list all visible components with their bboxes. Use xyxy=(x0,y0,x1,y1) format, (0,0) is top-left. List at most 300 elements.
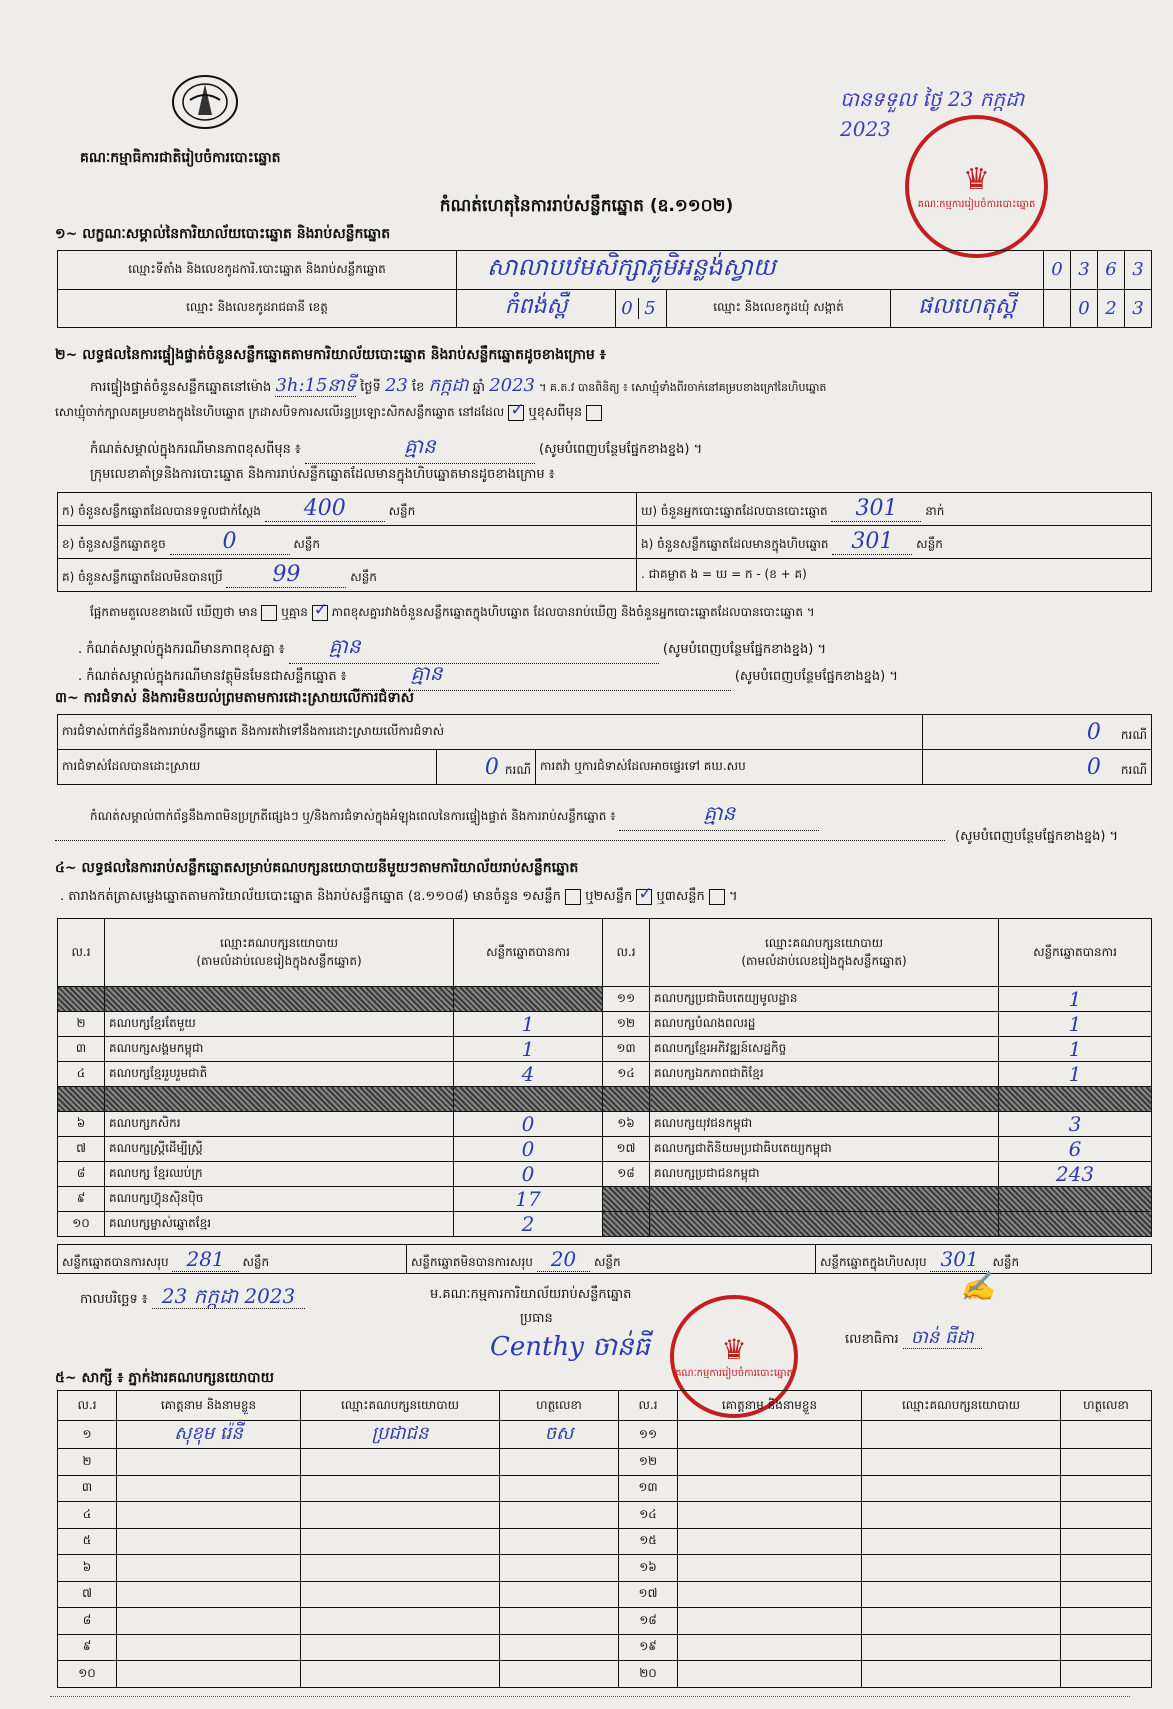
party-no: ៣ xyxy=(58,1037,105,1062)
witness-name xyxy=(117,1502,301,1529)
box-total-value: 301 xyxy=(930,1247,988,1272)
col-party-right xyxy=(650,919,999,987)
witness-party xyxy=(301,1581,500,1608)
commune-value: ផលហេតុស្ដី xyxy=(891,289,1044,328)
w-col-sign-right: ហត្ថលេខា xyxy=(1061,1391,1152,1421)
party-row xyxy=(58,1037,1152,1062)
witness-empty-cell xyxy=(678,1528,862,1555)
party-party: គណបក្សម្ចាស់ឆ្នោតខ្មែរ xyxy=(105,1212,454,1237)
party-party xyxy=(105,1087,454,1112)
province-value: កំពង់ស្ពឺ xyxy=(457,289,616,328)
party-no xyxy=(58,987,105,1012)
party-no: ៦ xyxy=(58,1112,105,1137)
witness-empty-cell xyxy=(678,1581,862,1608)
witness-row xyxy=(58,1634,1152,1661)
received-value: 400 xyxy=(265,496,385,522)
witness-no: ៤ xyxy=(58,1502,117,1529)
witness-no: ១០ xyxy=(58,1661,117,1688)
section4-heading: ៤~ លទ្ធផលនៃការរាប់សន្លឹកឆ្នោតសម្រាប់គណបក្សនយោបាយនីមួយៗតាមការិយាល័យរាប់សន្លឹកឆ្នោត xyxy=(55,860,579,876)
verify-year: 2023 xyxy=(489,375,535,396)
witness-row xyxy=(58,1449,1152,1476)
w-col-party-right: ឈ្មោះគណបក្សនយោបាយ xyxy=(862,1391,1061,1421)
witness-name xyxy=(117,1528,301,1555)
witness-no: ២០ xyxy=(619,1661,678,1688)
section3-heading: ៣~ ការជំទាស់ និងការមិនយល់ព្រមតាមការដោះស្រាយលើការជំទាស់ xyxy=(55,690,414,706)
witness-empty-cell xyxy=(678,1661,862,1688)
voters-row xyxy=(637,493,1152,526)
party-row xyxy=(58,1187,1152,1212)
unit: ករណី xyxy=(504,762,531,777)
official-seal-bottom: ♛ គណៈកម្មការរៀបចំការបោះឆ្នោត xyxy=(670,1295,798,1418)
party-row xyxy=(58,1087,1152,1112)
chair-signature: Centhy ចាន់ធី xyxy=(490,1332,650,1362)
party-party: គណបក្សខ្មែរអភិវឌ្ឍន៍សេដ្ឋកិច្ច xyxy=(650,1037,999,1062)
w-col-no: ល.រ xyxy=(58,1391,117,1421)
irregularity-hint: (សូមបំពេញបន្ថែមផ្នែកខាងខ្នង) ។ xyxy=(955,829,1119,844)
witness-party xyxy=(301,1661,500,1688)
witness-table xyxy=(57,1390,1152,1688)
unit: សន្លឹក xyxy=(388,504,416,518)
party-party: គណបក្សប្រជាជនកម្ពុជា xyxy=(650,1162,999,1187)
col-party-label: ឈ្មោះគណបក្សនយោបាយ xyxy=(219,935,339,950)
witness-party xyxy=(301,1475,500,1502)
witness-empty-cell xyxy=(678,1421,862,1449)
unresolved-label: ការតវ៉ា ឬការជំទាស់ដែលអាចផ្ទេរទៅ គឃ.សប xyxy=(540,759,746,773)
nec-logo-icon xyxy=(170,70,240,130)
witness-no: ៩ xyxy=(58,1634,117,1661)
party-party xyxy=(650,1212,999,1237)
official-seal-top: ♛ គណៈកម្មការរៀបចំការបោះឆ្នោត xyxy=(905,115,1048,258)
receipt-note: បានទទួល ថ្ងៃ 23 កក្កដា 2023 xyxy=(840,87,1025,141)
witness-row xyxy=(58,1475,1152,1502)
witness-name xyxy=(117,1661,301,1688)
witness-row xyxy=(58,1421,1152,1449)
same-checkbox[interactable] xyxy=(508,405,524,421)
note2-label: . កំណត់សម្គាល់ក្នុងករណីមានភាពខុសគ្នា ៖ xyxy=(78,642,285,657)
party-party: គណបក្សខ្មែរតែមួយ xyxy=(105,1012,454,1037)
witness-sign xyxy=(500,1581,619,1608)
commune-label: ឈ្មោះ និងលេខកូដឃុំ សង្កាត់ xyxy=(667,289,891,328)
verify-year-label: ឆ្នាំ xyxy=(472,380,486,395)
note3-value: គ្មាន xyxy=(351,660,731,691)
unit: សន្លឹក xyxy=(350,570,377,584)
witness-sign xyxy=(500,1528,619,1555)
party-party xyxy=(105,987,454,1012)
resolved-row xyxy=(58,750,437,785)
party-row xyxy=(58,1212,1152,1237)
unit: សន្លឹក xyxy=(293,537,321,551)
note-line xyxy=(90,433,1143,464)
witness-sign xyxy=(500,1475,619,1502)
witness-empty-cell xyxy=(1061,1581,1152,1608)
witness-party xyxy=(301,1528,500,1555)
irregularity-label: កំណត់សម្គាល់ពាក់ព័ន្ធនឹងភាពមិនប្រក្រតីផ្សេងៗ ឬ/និងការជំទាស់ក្នុងអំឡុងពេលនៃការផ្ទៀងផ្ទាត់ និងការរាប់សន្លឹកឆ្នោត ៖ xyxy=(90,809,616,823)
witness-no: ១១ xyxy=(619,1421,678,1449)
note3-label: . កំណត់សម្គាល់ក្នុងករណីមានវត្ថុមិនមែនជាសន្លឹកឆ្នោត ៖ xyxy=(78,669,347,684)
witness-empty-cell xyxy=(1061,1555,1152,1582)
spoiled-value: 0 xyxy=(170,529,290,555)
party-party: គណបក្សជាតិនិយមប្រជាធិបតេយ្យកម្ពុជា xyxy=(650,1137,999,1162)
unused-value: 99 xyxy=(226,562,346,588)
page-title: កំណត់ហេតុនៃការរាប់សន្លឹកឆ្នោត (ឧ.១១០២) xyxy=(439,196,734,216)
witness-sign xyxy=(500,1661,619,1688)
party-votes: 6 xyxy=(999,1137,1152,1162)
date-value: 23 កក្កដា 2023 xyxy=(152,1284,306,1309)
unit: សន្លឹក xyxy=(992,1254,1020,1269)
spoiled-label: ខ) ចំនួនសន្លឹកឆ្នោតខូច xyxy=(62,537,166,551)
witness-row xyxy=(58,1608,1152,1635)
witness-empty-cell xyxy=(862,1634,1061,1661)
witness-empty-cell xyxy=(862,1555,1061,1582)
verify-line-1 xyxy=(90,373,1143,400)
party-no: ១៤ xyxy=(603,1062,650,1087)
witness-empty-cell xyxy=(862,1608,1061,1635)
col-party xyxy=(105,919,454,987)
w-col-no-right: ល.រ xyxy=(619,1391,678,1421)
chair-label: ប្រធាន xyxy=(520,1311,553,1326)
verify-time: 3h:15នាទី xyxy=(275,375,357,396)
witness-empty-cell xyxy=(678,1475,862,1502)
witness-no: ១៩ xyxy=(619,1634,678,1661)
witness-sign xyxy=(500,1608,619,1635)
party-row xyxy=(58,1112,1152,1137)
two-sheets-label: ឬ២សន្លឹក xyxy=(585,889,633,904)
party-no xyxy=(58,1087,105,1112)
in-box-row xyxy=(637,526,1152,559)
witness-no: ១ xyxy=(58,1421,117,1449)
unit: សន្លឹក xyxy=(916,537,943,551)
witness-empty-cell xyxy=(1061,1449,1152,1476)
resolved-count xyxy=(437,750,536,785)
note2-value: គ្មាន xyxy=(289,633,659,664)
difference-desc: ភាពខុសគ្នារវាងចំនួនសន្លឹកឆ្នោតក្នុងហិបឆ្នោត ដែលបានរាប់ឃើញ និងចំនួនអ្នកបោះឆ្នោតដែលបានបោះឆ្នោត ។ xyxy=(331,605,815,619)
invalid-total-value: 20 xyxy=(537,1247,590,1272)
office-code-0: 0 xyxy=(1044,251,1071,290)
committee-name: គណៈកម្មាធិការជាតិរៀបចំការបោះឆ្នោត xyxy=(80,150,281,166)
witness-row xyxy=(58,1661,1152,1688)
party-party: គណបក្សកសិករ xyxy=(105,1112,454,1137)
witness-empty-cell xyxy=(1061,1421,1152,1449)
witness-row xyxy=(58,1528,1152,1555)
difference-yes-checkbox[interactable] xyxy=(261,605,277,621)
note2-hint: (សូមបំពេញបន្ថែមផ្នែកខាងខ្នង) ។ xyxy=(662,642,827,657)
secretary-signature-icon: ✍ xyxy=(960,1270,995,1303)
note3-line xyxy=(78,660,1143,691)
party-party: គណបក្សបំណងពលរដ្ឋ xyxy=(650,1012,999,1037)
party-votes xyxy=(999,1087,1152,1112)
party-votes xyxy=(999,1187,1152,1212)
objection-value: 0 xyxy=(1086,719,1101,745)
witness-name: សុខុម រ៉េនី xyxy=(117,1421,301,1449)
objection-table xyxy=(57,714,1152,785)
witness-party xyxy=(301,1449,500,1476)
party-row xyxy=(58,1062,1152,1087)
different-label: ឬខុសពីមុន xyxy=(528,405,583,420)
party-votes: 1 xyxy=(454,1037,603,1062)
witness-empty-cell xyxy=(678,1608,862,1635)
province-label: ឈ្មោះ និងលេខកូដរាជធានី ខេត្ត xyxy=(58,289,457,328)
witness-no: ១២ xyxy=(619,1449,678,1476)
party-no: ១៣ xyxy=(603,1037,650,1062)
party-party: គណបក្សយុវជនកម្ពុជា xyxy=(650,1112,999,1137)
note-value: គ្មាន xyxy=(305,433,535,464)
witness-sign xyxy=(500,1555,619,1582)
commune-code-1: 2 xyxy=(1098,289,1125,328)
party-no: ១៦ xyxy=(603,1112,650,1137)
witness-name xyxy=(117,1608,301,1635)
witness-row xyxy=(58,1555,1152,1582)
party-party: គណបក្សខ្មែររួបរួមជាតិ xyxy=(105,1062,454,1087)
w-col-party: ឈ្មោះគណបក្សនយោបាយ xyxy=(301,1391,500,1421)
unresolved-row xyxy=(536,750,923,785)
two-sheets-checkbox[interactable] xyxy=(636,889,652,905)
witness-sign xyxy=(500,1449,619,1476)
date-label: កាលបរិច្ឆេទ ៖ xyxy=(80,1292,148,1307)
party-party xyxy=(650,1087,999,1112)
tally-sheet-line: . តារាងកត់ត្រាសម្លេងឆ្នោតតាមការិយាល័យបោះឆ្នោត និងរាប់សន្លឹកឆ្នោត (ឧ.១១០៨) មានចំនួន ១សន្លឹក ឬ២សន្លឹក ✓ ឬ៣សន្លឹក ។ xyxy=(60,888,1143,907)
party-results-table xyxy=(57,918,1152,1237)
party-row xyxy=(58,1012,1152,1037)
witness-no: ៦ xyxy=(58,1555,117,1582)
verify-month-label: ខែ xyxy=(411,380,425,395)
office-value: សាលាបឋមសិក្សាភូមិអន្លង់ស្វាយ xyxy=(457,251,1044,290)
unused-label: គ) ចំនួនសន្លឹកឆ្នោតដែលមិនបានប្រើ xyxy=(62,570,223,584)
province-code-1: 5 xyxy=(644,297,656,319)
section1-heading: ១~ លក្ខណៈសម្គាល់នៃការិយាល័យបោះឆ្នោត និងរាប់សន្លឹកឆ្នោត xyxy=(55,226,391,242)
witness-sign xyxy=(500,1634,619,1661)
in-box-label: ង) ចំនួនសន្លឹកឆ្នោតដែលមានក្នុងហិបឆ្នោត xyxy=(641,537,829,551)
party-no: ១៧ xyxy=(603,1137,650,1162)
unused-row xyxy=(58,559,637,592)
witness-no: ១៣ xyxy=(619,1475,678,1502)
w-col-name: គោត្តនាម និងនាមខ្លួន xyxy=(117,1391,301,1421)
witness-empty-cell xyxy=(678,1502,862,1529)
verify-line-1-tail: ។ គ.ត.វ ​បានពិនិត្យ ៖ សោឃ្មុំទាំងពីរចាក់នៅគម្របខាងក្រៅនៃហិបឆ្នោត xyxy=(539,381,827,394)
col-party-label: ឈ្មោះគណបក្សនយោបាយ xyxy=(764,935,884,950)
office-code-1: 3 xyxy=(1071,251,1098,290)
objection-label: ការជំទាស់ពាក់ព័ន្ធនឹងការរាប់សន្លឹកឆ្នោត និងការតវ៉ាទៅនឹងការដោះស្រាយលើការជំទាស់ xyxy=(62,724,445,738)
section5-heading: ៥~ សាក្សី ៖ ភ្នាក់ងារគណបក្សនយោបាយ xyxy=(55,1370,274,1386)
witness-no: ១៦ xyxy=(619,1555,678,1582)
resolved-value: 0 xyxy=(484,754,499,780)
verify-line-2 xyxy=(55,404,1143,423)
witness-empty-cell xyxy=(678,1555,862,1582)
witness-no: ៧ xyxy=(58,1581,117,1608)
witness-sign: ចស xyxy=(500,1421,619,1449)
unit: សន្លឹក xyxy=(242,1254,270,1269)
party-votes: 0 xyxy=(454,1137,603,1162)
party-votes: 1 xyxy=(999,987,1152,1012)
secretary-label: លេខាធិការ xyxy=(845,1332,899,1347)
witness-no: ១៥ xyxy=(619,1528,678,1555)
verify-month: កក្កដា xyxy=(428,375,469,396)
spoiled-row xyxy=(58,526,637,559)
valid-total xyxy=(58,1245,407,1274)
resolved-label: ការជំទាស់ដែលបានដោះស្រាយ xyxy=(62,759,201,773)
witness-empty-cell xyxy=(678,1449,862,1476)
unit: ករណី xyxy=(1120,727,1147,742)
w-col-name-right: គោត្តនាម និងនាមខ្លួន xyxy=(678,1391,862,1421)
party-party: គណបក្សប្រជាធិបតេយ្យមូលដ្ឋាន xyxy=(650,987,999,1012)
different-checkbox[interactable] xyxy=(586,405,602,421)
witness-row xyxy=(58,1502,1152,1529)
party-row xyxy=(58,987,1152,1012)
witness-empty-cell xyxy=(1061,1634,1152,1661)
province-code xyxy=(616,289,667,328)
col-party-sub: (តាមលំដាប់លេខរៀងក្នុងសន្លឹកឆ្នោត) xyxy=(741,953,907,968)
party-no xyxy=(603,1087,650,1112)
witness-name xyxy=(117,1634,301,1661)
party-votes xyxy=(999,1212,1152,1237)
witness-party: ប្រជាជន xyxy=(301,1421,500,1449)
three-sheets-label: ឬ៣សន្លឹក xyxy=(656,889,705,904)
witness-party xyxy=(301,1634,500,1661)
witness-empty-cell xyxy=(1061,1661,1152,1688)
voters-label: ឃ) ចំនួនអ្នកបោះឆ្នោតដែលបានបោះឆ្នោត xyxy=(641,504,828,518)
party-votes: 0 xyxy=(454,1162,603,1187)
party-no xyxy=(603,1212,650,1237)
party-no: ៩ xyxy=(58,1187,105,1212)
date-line xyxy=(80,1283,305,1313)
party-votes: 17 xyxy=(454,1187,603,1212)
witness-no: ៨ xyxy=(58,1608,117,1635)
col-party-sub: (តាមលំដាប់លេខរៀងក្នុងសន្លឹកឆ្នោត) xyxy=(196,953,362,968)
witness-empty-cell xyxy=(862,1421,1061,1449)
verify-line-2-text: សោឃ្មុំចាក់ក្បាលគម្របខាងក្នុងនៃហិបឆ្នោត ក្រដាសបិទការសលើរន្ធប្រឡោះសិកសន្លឹកឆ្នោត នៅដដែល xyxy=(55,405,505,419)
party-votes: 1 xyxy=(454,1012,603,1037)
party-no: ៧ xyxy=(58,1137,105,1162)
witness-no: ៣ xyxy=(58,1475,117,1502)
witness-no: ១៤ xyxy=(619,1502,678,1529)
col-no: ល.រ xyxy=(58,919,105,987)
tally-sheet-label: . តារាងកត់ត្រាសម្លេងឆ្នោតតាមការិយាល័យបោះឆ្នោត និងរាប់សន្លឹកឆ្នោត (ឧ.១១០៨) មានចំនួន ១សន្លឹក xyxy=(60,889,561,904)
secretary-line xyxy=(845,1325,982,1352)
witness-empty-cell xyxy=(862,1528,1061,1555)
section1-table xyxy=(57,250,1152,328)
note-label: កំណត់សម្គាល់ក្នុងករណីមានភាពខុសពីមុន ៖ xyxy=(90,442,301,457)
party-votes: 1 xyxy=(999,1062,1152,1087)
unresolved-count xyxy=(923,750,1152,785)
in-box-value: 301 xyxy=(832,529,912,555)
witness-no: ២ xyxy=(58,1449,117,1476)
witness-party xyxy=(301,1608,500,1635)
voters-value: 301 xyxy=(831,496,921,522)
secretary-value: ចាន់ ធីដា xyxy=(903,1327,982,1349)
party-party: គណបក្សសង្គមកម្ពុជា xyxy=(105,1037,454,1062)
difference-no-checkbox[interactable] xyxy=(312,605,328,621)
received-row xyxy=(58,493,637,526)
box-total-label: សន្លឹកឆ្នោតក្នុងហិបសរុប xyxy=(820,1254,927,1269)
office-label: ឈ្មោះទីតាំង និងលេខកូដការិ.បោះឆ្នោត និងរាប់សន្លឹកឆ្នោត xyxy=(58,251,457,290)
office-code-2: 6 xyxy=(1098,251,1125,290)
difference-has-label: ផ្អែកតាមតួលេខខាងលើ ឃើញថា មាន xyxy=(90,605,258,619)
party-votes: 3 xyxy=(999,1112,1152,1137)
verify-day: 23 xyxy=(384,375,408,396)
party-no: ១២ xyxy=(603,1012,650,1037)
witness-empty-cell xyxy=(1061,1502,1152,1529)
party-party: គណបក្ស ខ្មែរឈប់ក្រ xyxy=(105,1162,454,1187)
witness-party xyxy=(301,1555,500,1582)
verify-day-label: ថ្ងៃទី xyxy=(360,380,381,395)
commune-code-0: 0 xyxy=(1071,289,1098,328)
party-no: ១៨ xyxy=(603,1162,650,1187)
three-sheets-checkbox[interactable] xyxy=(709,889,725,905)
valid-total-label: សន្លឹកឆ្នោតបានការសរុប xyxy=(62,1254,169,1269)
w-col-sign: ហត្ថលេខា xyxy=(500,1391,619,1421)
invalid-total xyxy=(407,1245,816,1274)
party-votes: 1 xyxy=(999,1012,1152,1037)
witness-party xyxy=(301,1502,500,1529)
witness-empty-cell xyxy=(678,1634,862,1661)
note-hint: (សូមបំពេញបន្ថែមផ្នែកខាងខ្នង) ។ xyxy=(539,442,703,457)
party-party: គណបក្សឯកភាពជាតិខ្មែរ xyxy=(650,1062,999,1087)
party-party xyxy=(650,1187,999,1212)
unit: នាក់ xyxy=(925,504,945,518)
irregularity-value: គ្មាន xyxy=(619,800,819,831)
party-row xyxy=(58,1137,1152,1162)
party-no: ១១ xyxy=(603,987,650,1012)
province-code-0: 0 xyxy=(616,298,639,319)
party-no: ២ xyxy=(58,1012,105,1037)
witness-name xyxy=(117,1449,301,1476)
party-no: ១០ xyxy=(58,1212,105,1237)
witness-empty-cell xyxy=(862,1581,1061,1608)
witness-row xyxy=(58,1581,1152,1608)
unresolved-value: 0 xyxy=(1086,754,1101,780)
commune-code-2: 3 xyxy=(1125,289,1152,328)
party-votes: 0 xyxy=(454,1112,603,1137)
party-votes: 1 xyxy=(999,1037,1152,1062)
committee-sign-label: ម.គណៈកម្មការការិយាល័យរាប់សន្លឹកឆ្នោត xyxy=(430,1287,632,1302)
ballot-summary-table xyxy=(57,492,1152,592)
party-votes: 4 xyxy=(454,1062,603,1087)
unit: ករណី xyxy=(1120,762,1147,777)
summary-intro: ក្រុមលេខាគាំទ្រនិងការបោះឆ្នោត និងការរាប់សន្លឹកឆ្នោតដែលមានក្នុងហិបឆ្នោតមានដូចខាងក្រោម ៖ xyxy=(90,467,555,482)
witness-sign xyxy=(500,1502,619,1529)
witness-no: ១៨ xyxy=(619,1608,678,1635)
witness-empty-cell xyxy=(862,1502,1061,1529)
party-votes xyxy=(454,1087,603,1112)
witness-empty-cell xyxy=(862,1475,1061,1502)
witness-empty-cell xyxy=(862,1661,1061,1688)
col-no-right: ល.រ xyxy=(603,919,650,987)
witness-empty-cell xyxy=(862,1449,1061,1476)
difference-line xyxy=(90,604,1143,622)
objection-row xyxy=(58,715,923,750)
party-row xyxy=(58,1162,1152,1187)
irregularity-note xyxy=(90,800,1143,831)
witness-no: ១៧ xyxy=(619,1581,678,1608)
party-no: ៤ xyxy=(58,1062,105,1087)
note3-hint: (សូមបំពេញបន្ថែមផ្នែកខាងខ្នង) ។ xyxy=(734,669,898,684)
party-votes: 243 xyxy=(999,1162,1152,1187)
witness-name xyxy=(117,1475,301,1502)
party-no: ៨ xyxy=(58,1162,105,1187)
witness-name xyxy=(117,1581,301,1608)
received-label: ក) ចំនួនសន្លឹកឆ្នោតដែលបានទទួលជាក់ស្តែង xyxy=(62,504,261,518)
verify-time-label: ការផ្ទៀងផ្ទាត់ចំនួនសន្លឹកឆ្នោតនៅម៉ោង xyxy=(90,380,272,395)
witness-name xyxy=(117,1555,301,1582)
one-sheet-checkbox[interactable] xyxy=(565,889,581,905)
objection-count xyxy=(923,715,1152,750)
col-votes: សន្លឹកឆ្នោតបានការ xyxy=(454,919,603,987)
bottom-edge xyxy=(50,1696,1130,1697)
formula: . ជាគម្លាត ង = ឃ = ក - (ខ + គ) xyxy=(637,559,1152,592)
party-votes xyxy=(454,987,603,1012)
col-votes-right: សន្លឹកឆ្នោតបានការ xyxy=(999,919,1152,987)
party-no xyxy=(603,1187,650,1212)
party-party: គណបក្សហ៊្វុនស៊ិនប៉ិច xyxy=(105,1187,454,1212)
